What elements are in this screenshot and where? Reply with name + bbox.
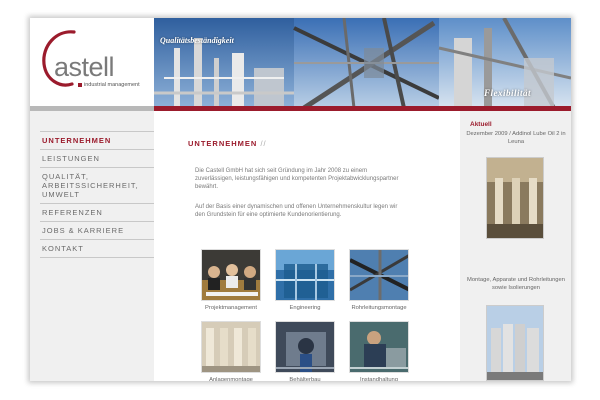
piping-photo-icon	[349, 249, 409, 301]
tile-instandhaltung[interactable]	[346, 321, 412, 381]
tile-caption: Projektmanagement	[205, 305, 257, 311]
tile-caption: Engineering	[289, 305, 321, 311]
header-banner	[154, 18, 571, 108]
tile-anlagenmontage[interactable]	[198, 321, 264, 381]
news-sidebar	[460, 111, 571, 381]
maintenance-photo-icon	[349, 321, 409, 373]
tile-caption: Anlagenmontage	[209, 377, 253, 381]
news-heading: Aktuell	[470, 121, 492, 128]
header	[30, 18, 571, 108]
culture-paragraph: Auf der Basis einer dynamischen und offenen Unternehmenskultur legen wir den Grundstein für eine optimierte Kundenorientierung.	[195, 204, 398, 218]
tank-construction-photo-icon	[275, 321, 335, 373]
tile-rohrleitungsmontage[interactable]	[346, 249, 412, 311]
news-photo-1-icon[interactable]	[486, 157, 544, 239]
tile-caption: Instandhaltung	[359, 377, 399, 381]
page-title	[188, 139, 267, 148]
tagline-square-icon	[78, 83, 82, 87]
banner-title-right: Flexibilität	[484, 88, 532, 98]
tile-caption: Rohrleitungsmontage	[351, 305, 407, 311]
meeting-photo-icon	[201, 249, 261, 301]
page-title-suffix: //	[260, 139, 267, 148]
nav-item-leistungen[interactable]: LEISTUNGEN	[40, 150, 154, 168]
nav-item-kontakt[interactable]: KONTAKT	[40, 240, 154, 258]
nav-item-jobs[interactable]: JOBS & KARRIERE	[40, 222, 154, 240]
tile-behaelterbau[interactable]	[272, 321, 338, 381]
nav-item-unternehmen[interactable]: UNTERNEHMEN	[40, 131, 154, 150]
nav-item-qualitaet[interactable]: QUALITÄT, ARBEITSSICHERHEIT, UMWELT	[40, 168, 154, 204]
logo[interactable]	[30, 18, 154, 108]
main-content	[154, 111, 460, 381]
engineering-photo-icon	[275, 249, 335, 301]
tile-projektmanagement[interactable]	[198, 249, 264, 311]
logo-tagline: industrial management	[78, 82, 140, 88]
nav-list	[40, 131, 154, 258]
page-frame	[30, 18, 571, 381]
logo-wordmark: astell	[54, 52, 115, 82]
news-item-1[interactable]: Dezember 2009 / Addinol Lube Oil 2 in Leuna	[466, 131, 566, 145]
intro-paragraph: Die Castell GmbH hat sich seit Gründung im Jahr 2008 zu einem zuverlässigen, leistungsfähigen und kompetenten Projektabwicklungspartner bewährt.	[195, 168, 399, 190]
news-item-2[interactable]: Montage, Apparate und Rohrleitungen sowie Isolierungen	[467, 277, 565, 291]
page-title-text: UNTERNEHMEN	[188, 139, 258, 148]
nav-item-referenzen[interactable]: REFERENZEN	[40, 204, 154, 222]
tile-engineering[interactable]	[272, 249, 338, 311]
tile-caption: Behälterbau	[289, 377, 321, 381]
banner-title-left: Qualitätsbeständigkeit	[160, 36, 234, 45]
sidebar-nav	[30, 111, 154, 381]
plant-assembly-photo-icon	[201, 321, 261, 373]
news-photo-2-icon[interactable]	[486, 305, 544, 381]
